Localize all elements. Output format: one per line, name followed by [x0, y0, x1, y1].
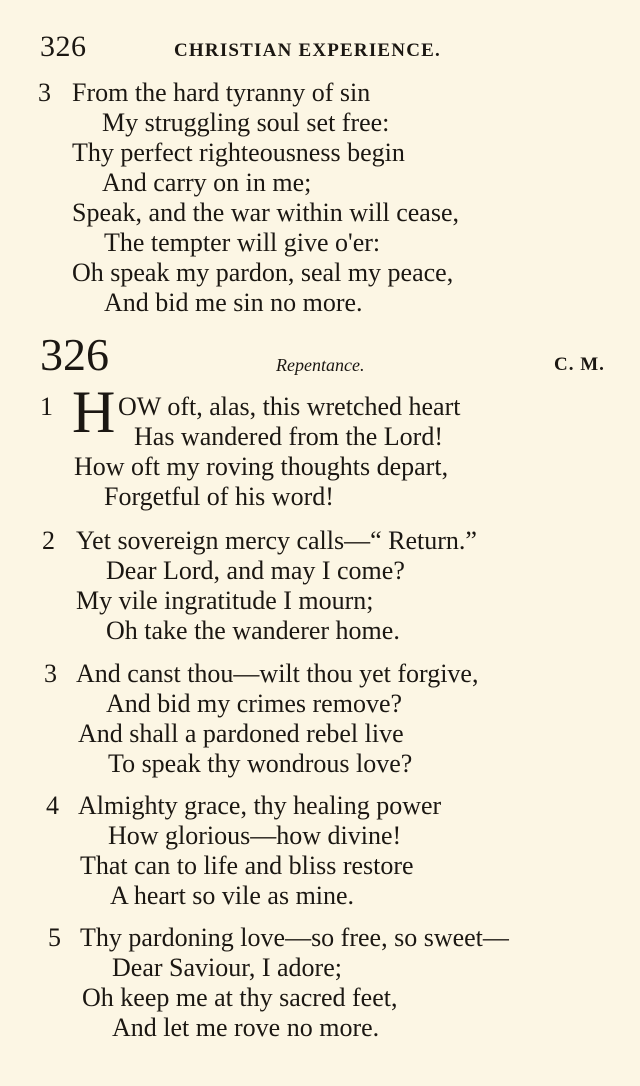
stanza-line: Dear Lord, and may I come? [106, 556, 405, 585]
page-number: 326 [40, 30, 87, 63]
stanza-line: Has wandered from the Lord! [134, 422, 443, 451]
hymn-title: Repentance. [276, 355, 365, 375]
stanza-line: And carry on in me; [102, 168, 312, 197]
stanza-number: 4 [46, 791, 59, 820]
stanza-line: From the hard tyranny of sin [72, 78, 371, 107]
hymn-meter: C. M. [554, 354, 605, 375]
stanza-line: And canst thou—wilt thou yet forgive, [76, 659, 479, 688]
stanza-number: 3 [38, 78, 51, 107]
stanza-line: How oft my roving thoughts depart, [74, 452, 449, 481]
stanza-line: How glorious—how divine! [108, 821, 402, 850]
stanza-line: Dear Saviour, I adore; [112, 953, 342, 982]
stanza-number: 1 [40, 392, 53, 421]
stanza-line: And bid me sin no more. [104, 288, 363, 317]
stanza-line: That can to life and bliss restore [80, 851, 414, 880]
stanza-line: Oh take the wanderer home. [106, 616, 400, 645]
stanza-line: Oh speak my pardon, seal my peace, [72, 258, 454, 287]
stanza-line: Yet sovereign mercy calls—“ Return.” [76, 526, 477, 555]
stanza-line: OW oft, alas, this wretched heart [118, 392, 461, 421]
stanza-line: Almighty grace, thy healing power [78, 791, 442, 820]
stanza-line: And shall a pardoned rebel live [78, 719, 404, 748]
stanza-line: And bid my crimes remove? [106, 689, 403, 718]
stanza-line: My struggling soul set free: [102, 108, 390, 137]
stanza-line: To speak thy wondrous love? [108, 749, 413, 778]
stanza-number: 3 [44, 659, 57, 688]
stanza-line: Thy pardoning love—so free, so sweet— [80, 923, 509, 952]
stanza-line: My vile ingratitude I mourn; [76, 586, 374, 615]
stanza-line: Speak, and the war within will cease, [72, 198, 459, 227]
stanza-number: 2 [42, 526, 55, 555]
stanza-line: Thy perfect righteousness begin [72, 138, 405, 167]
stanza-line: Forgetful of his word! [104, 482, 334, 511]
stanza-number: 5 [48, 923, 61, 952]
stanza-line: And let me rove no more. [112, 1013, 380, 1042]
stanza-line: The tempter will give o'er: [104, 228, 381, 257]
running-title: CHRISTIAN EXPERIENCE. [174, 40, 441, 61]
stanza-line: A heart so vile as mine. [110, 881, 355, 910]
drop-cap: H [72, 379, 116, 445]
hymn-number: 326 [40, 329, 109, 380]
stanza-line: Oh keep me at thy sacred feet, [82, 983, 398, 1012]
